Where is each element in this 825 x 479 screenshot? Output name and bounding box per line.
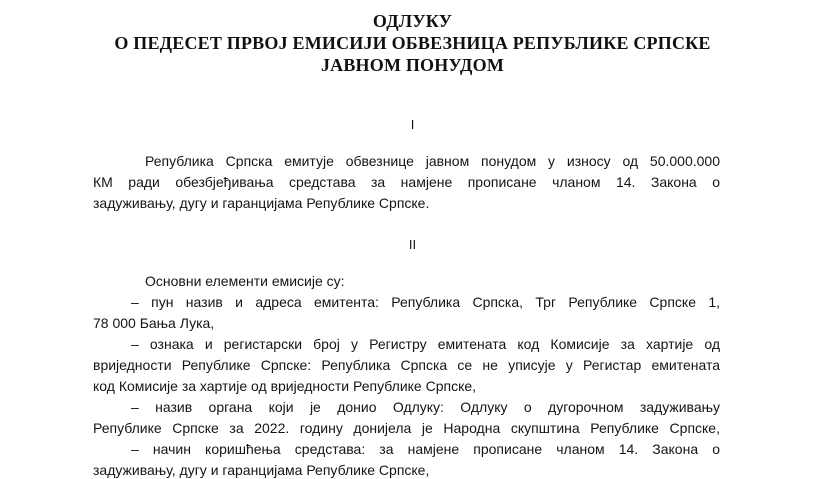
document-subtitle: О ПЕДЕСЕТ ПРВОЈ ЕМИСИЈИ ОБВЕЗНИЦА РЕПУБЛИКЕ СРПСКЕ [114, 33, 711, 53]
list-item-line: задуживању, дугу и гаранцијама Републике Српске, [93, 462, 430, 478]
list-item-line: Републике Српске за 2022. годину донијела је Народна скупштина Републике Српске, [93, 420, 720, 436]
paragraph-line: КМ ради обезбјеђивања средстава за намјене прописане чланом 14. Закона о [93, 174, 720, 190]
section-number-1: I [410, 117, 415, 132]
list-item-line: 78 000 Бања Лука, [93, 315, 215, 331]
list-item-line: код Комисије за хартије од вриједности Републике Српске, [93, 378, 477, 394]
section-number-2: II [408, 237, 417, 252]
document-title: ОДЛУКУ [372, 11, 453, 31]
list-item-line: – ознака и регистарски број у Регистру емитената код Комисије за хартије од [131, 336, 720, 352]
list-item-line: вриједности Републике Српске: Република Српска се не уписује у Регистар емитената [93, 357, 720, 373]
section-intro: Основни елементи емисије су: [145, 273, 345, 289]
document-subtitle-continued: ЈАВНОМ ПОНУДОМ [320, 55, 505, 75]
list-item-line: – начин коришћења средстава: за намјене прописане чланом 14. Закона о [131, 441, 720, 457]
list-item-line: – пун назив и адреса емитента: Република Српска, Трг Републике Српске 1, [131, 294, 720, 310]
list-item-line: – назив органа који је донио Одлуку: Одлуку о дугорочном задуживању [131, 399, 720, 415]
paragraph-line: Република Српска емитује обвезнице јавном понудом у износу од 50.000.000 [145, 153, 720, 169]
paragraph-line: задуживању, дугу и гаранцијама Републике Српске. [93, 195, 430, 211]
